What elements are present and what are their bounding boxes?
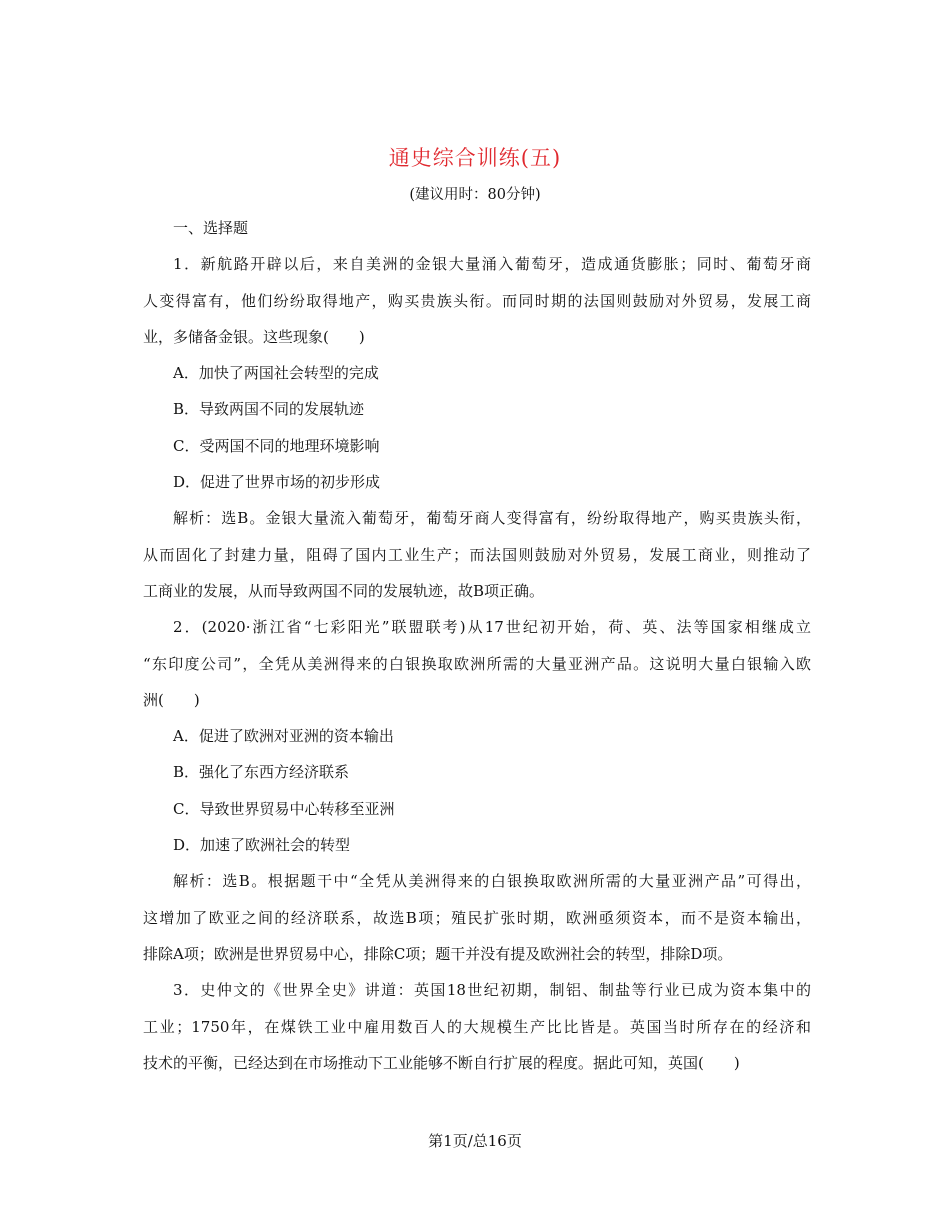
question-2-text: “东印度公司”，全凭从美洲得来的白银换取欧洲所需的大量亚洲产品。这说明大量白银输入欧: [143, 654, 811, 673]
question-1-analysis: 解析：选B。金银大量流入葡萄牙，葡萄牙商人变得富有，纷纷取得地产，购买贵族头衔，: [173, 509, 811, 528]
question-1-option-d: D．促进了世界市场的初步形成: [173, 473, 381, 492]
question-1-text: 1．新航路开辟以后，来自美洲的金银大量涌入葡萄牙，造成通货膨胀；同时、葡萄牙商: [173, 255, 811, 274]
document-body: [143, 210, 811, 1081]
page-footer: 第1页/总16页: [428, 1132, 522, 1150]
question-1-text: 人变得富有，他们纷纷取得地产，购买贵族头衔。而同时期的法国则鼓励对外贸易，发展工商: [143, 291, 811, 310]
question-1-text: 业，多储备金银。这些现象( ): [143, 327, 365, 346]
question-1-option-a: A．加快了两国社会转型的完成: [173, 364, 379, 383]
question-1-analysis: 工商业的发展，从而导致两国不同的发展轨迹，故B项正确。: [143, 581, 545, 600]
question-2-analysis: 解析：选B。根据题干中“全凭从美洲得来的白银换取欧洲所需的大量亚洲产品”可得出，: [173, 872, 811, 891]
section-heading: 一、选择题: [173, 219, 249, 237]
question-3-text: 技术的平衡，已经达到在市场推动下工业能够不断自行扩展的程度。据此可知，英国( ): [143, 1053, 740, 1072]
time-suggestion: (建议用时：80分钟): [409, 187, 541, 203]
question-2-option-a: A．促进了欧洲对亚洲的资本输出: [173, 727, 394, 746]
question-2-analysis: 排除A项；欧洲是世界贸易中心，排除C项；题干并没有提及欧洲社会的转型，排除D项。: [143, 944, 733, 963]
question-1-option-b: B．导致两国不同的发展轨迹: [173, 400, 365, 419]
question-2-option-b: B．强化了东西方经济联系: [173, 763, 350, 782]
question-2-text: 2．(2020·浙江省“七彩阳光”联盟联考)从17世纪初开始，荷、英、法等国家相继成立: [173, 618, 811, 637]
question-2-option-d: D．加速了欧洲社会的转型: [173, 836, 351, 855]
question-2-option-c: C．导致世界贸易中心转移至亚洲: [173, 799, 395, 818]
question-1-option-c: C．受两国不同的地理环境影响: [173, 436, 380, 455]
question-3-text: 工业；1750年，在煤铁工业中雇用数百人的大规模生产比比皆是。英国当时所存在的经济和: [143, 1017, 811, 1036]
question-2-analysis: 这增加了欧亚之间的经济联系，故选B项；殖民扩张时期，欧洲亟须资本，而不是资本输出，: [143, 908, 811, 927]
question-1-analysis: 从而固化了封建力量，阻碍了国内工业生产；而法国则鼓励对外贸易，发展工商业，则推动了: [143, 545, 811, 564]
question-2-text: 洲( ): [143, 690, 200, 709]
page-title: 通史综合训练(五): [388, 146, 562, 170]
question-3-text: 3．史仲文的《世界全史》讲道：英国18世纪初期，制铝、制盐等行业已成为资本集中的: [173, 981, 811, 1000]
